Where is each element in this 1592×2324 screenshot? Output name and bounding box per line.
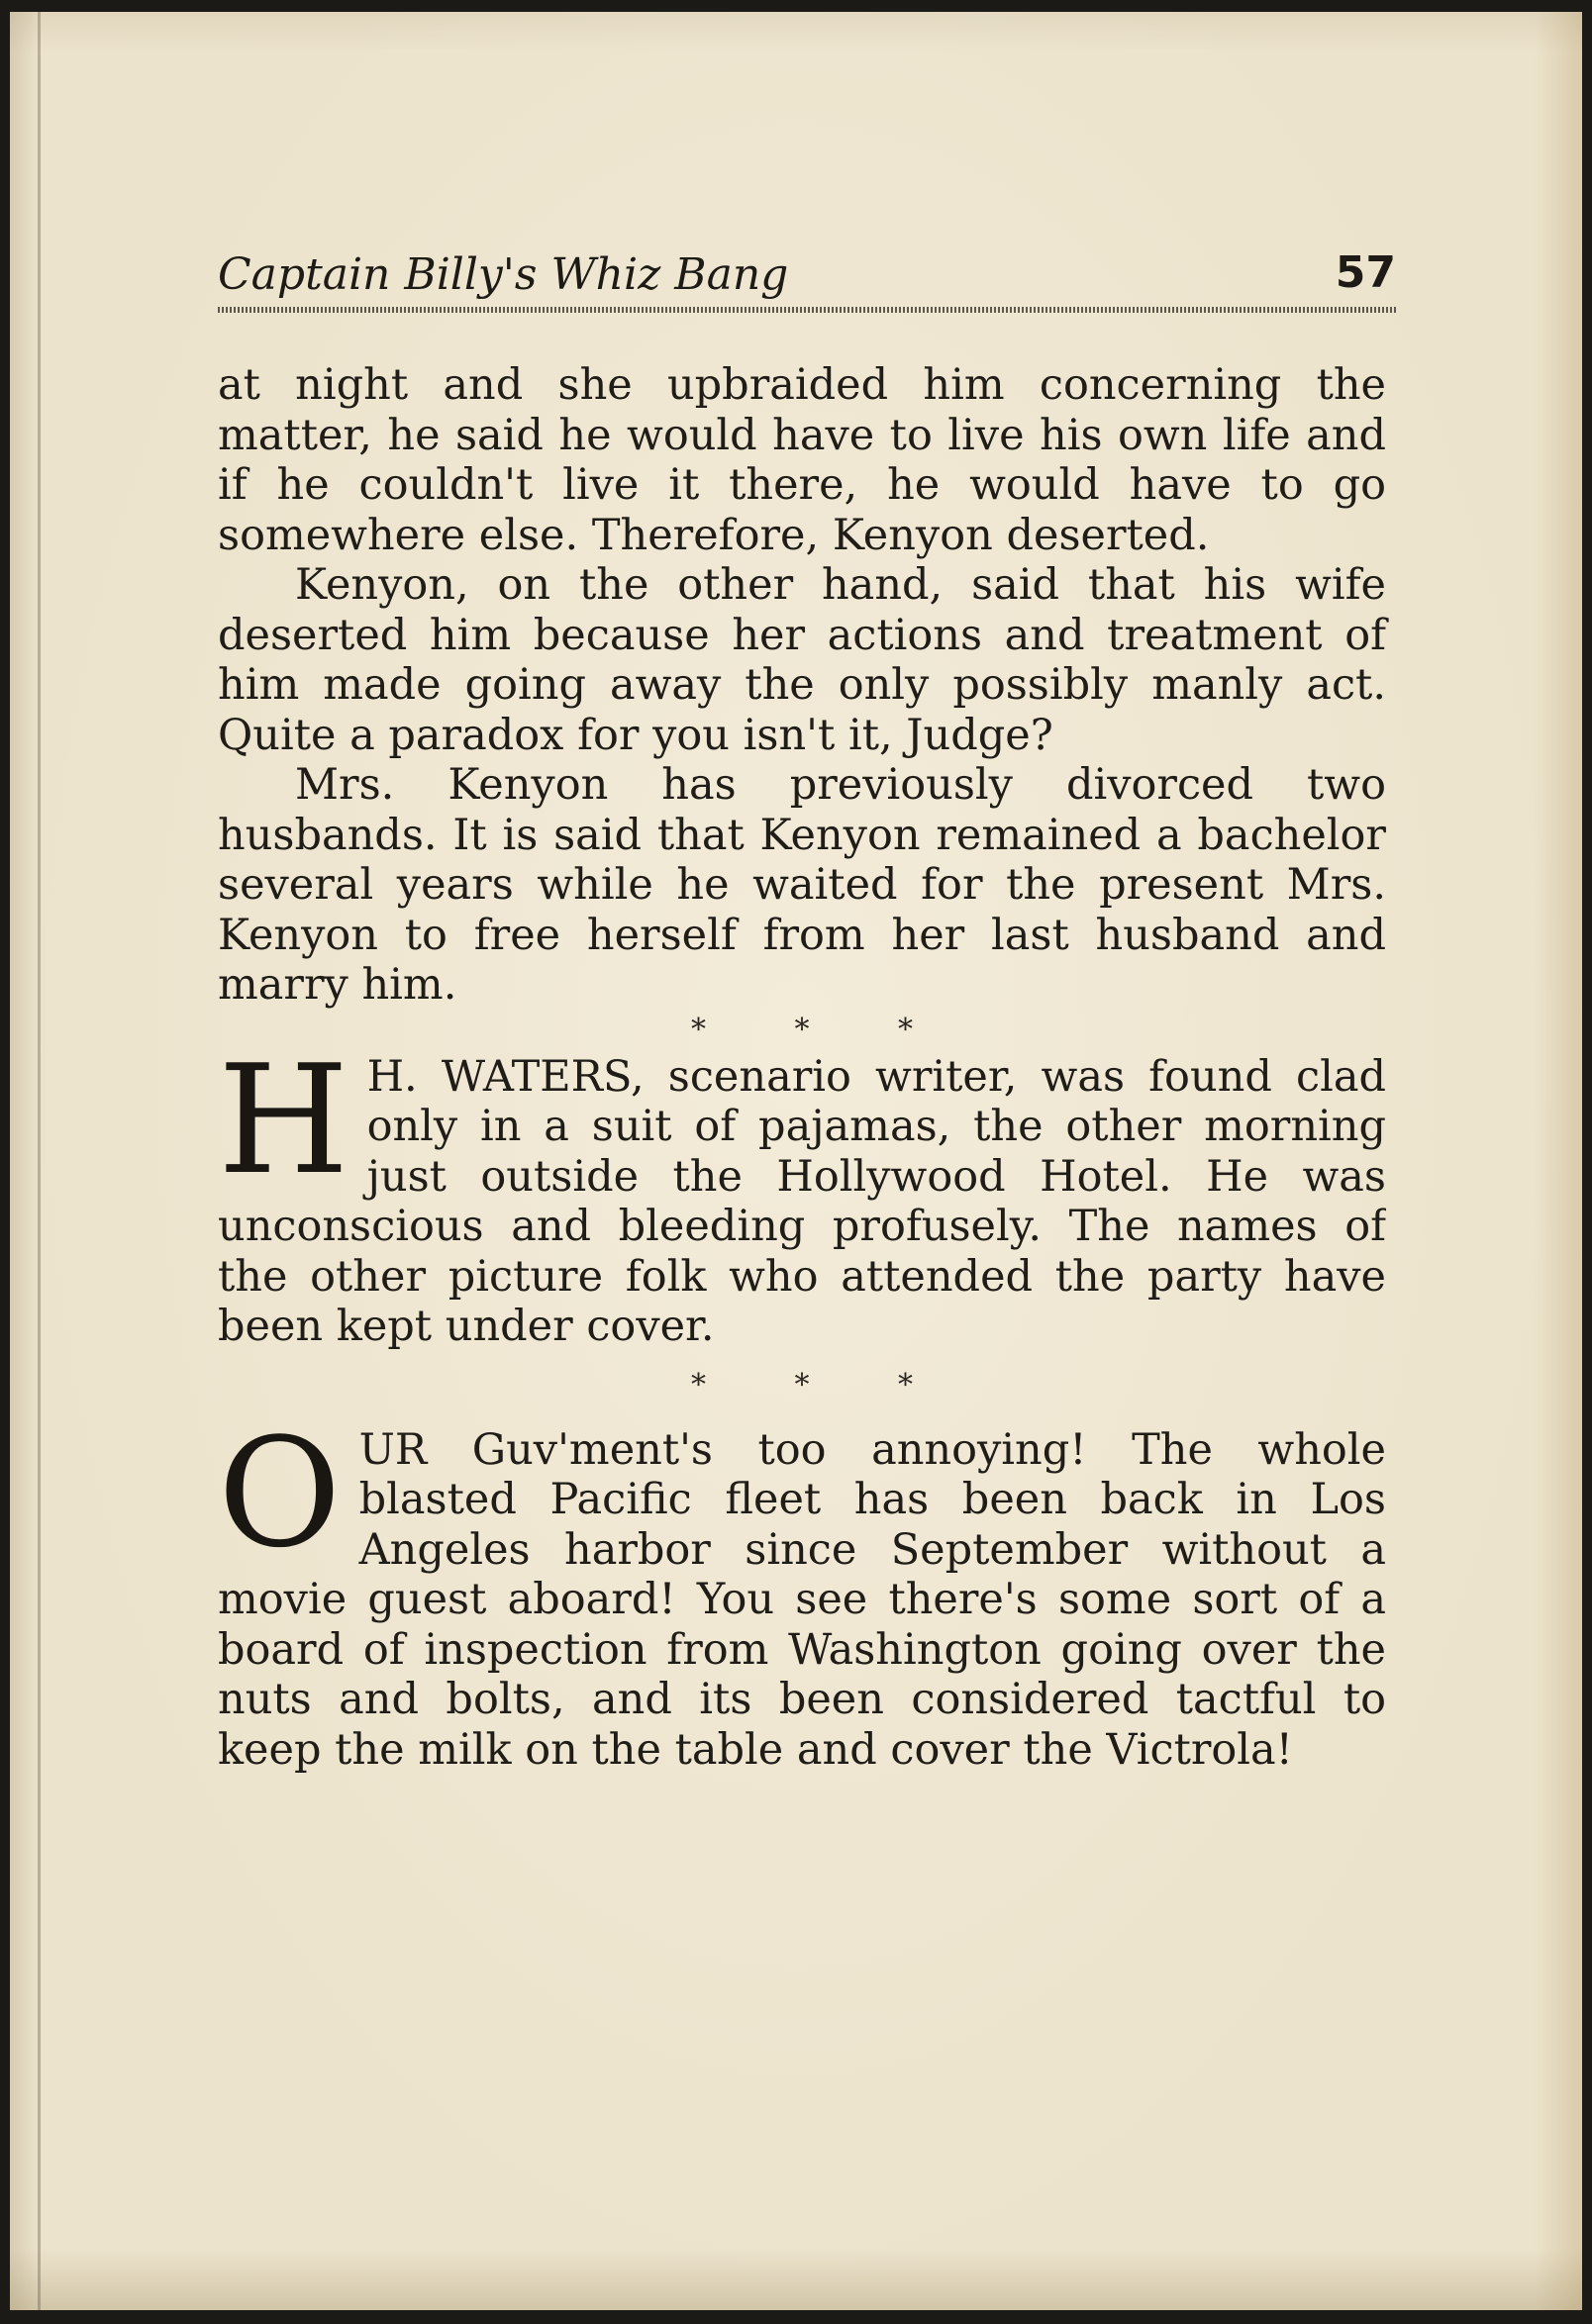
book-page: [10, 12, 1582, 2310]
section-separator: * * *: [690, 1012, 953, 1047]
page-number: 57: [1335, 247, 1396, 298]
paragraph: Mrs. Kenyon has previously divorced two husbands. It is said that Kenyon remained a bachelor several years while he waited for the present Mrs. Kenyon to free herself from her last husband and marry him.: [218, 760, 1386, 1010]
drop-cap: O: [218, 1424, 342, 1581]
header-title: Captain Billy's Whiz Bang: [218, 249, 789, 300]
item-text: UR Guv'ment's too annoying! The whole blasted Pacific fleet has been back in Los Angeles harbor since September without a movie guest aboard! You see there's some sort of a board of inspection from Washington going over the nuts and bolts, and its been considered tactful to keep the milk on the table and cover the Victrola!: [218, 1424, 1386, 1775]
body-text: [218, 360, 1386, 1775]
item-text: H. WATERS, scenario writer, was found clad only in a suit of pajamas, the other morning just outside the Hollywood Hotel. He was unconscious and bleeding profusely. The names of the other picture folk who attended the party have been kept under cover.: [218, 1051, 1386, 1351]
header-rule: [218, 307, 1396, 313]
news-item-waters: [218, 1052, 1386, 1352]
paragraph-continued: at night and she upbraided him concerning the matter, he said he would have to live his own life and if he couldn't live it there, he would have to go somewhere else. Therefore, Kenyon deserted.: [218, 360, 1386, 560]
running-header: [218, 249, 1396, 309]
section-separator: * * *: [690, 1367, 953, 1403]
drop-cap: H: [218, 1051, 349, 1208]
news-item-fleet: [218, 1425, 1386, 1776]
binding-edge: [38, 12, 41, 2310]
paragraph: Kenyon, on the other hand, said that his wife deserted him because her actions and treatment of him made going away the only possibly manly act. Quite a paradox for you isn't it, Judge?: [218, 560, 1386, 760]
